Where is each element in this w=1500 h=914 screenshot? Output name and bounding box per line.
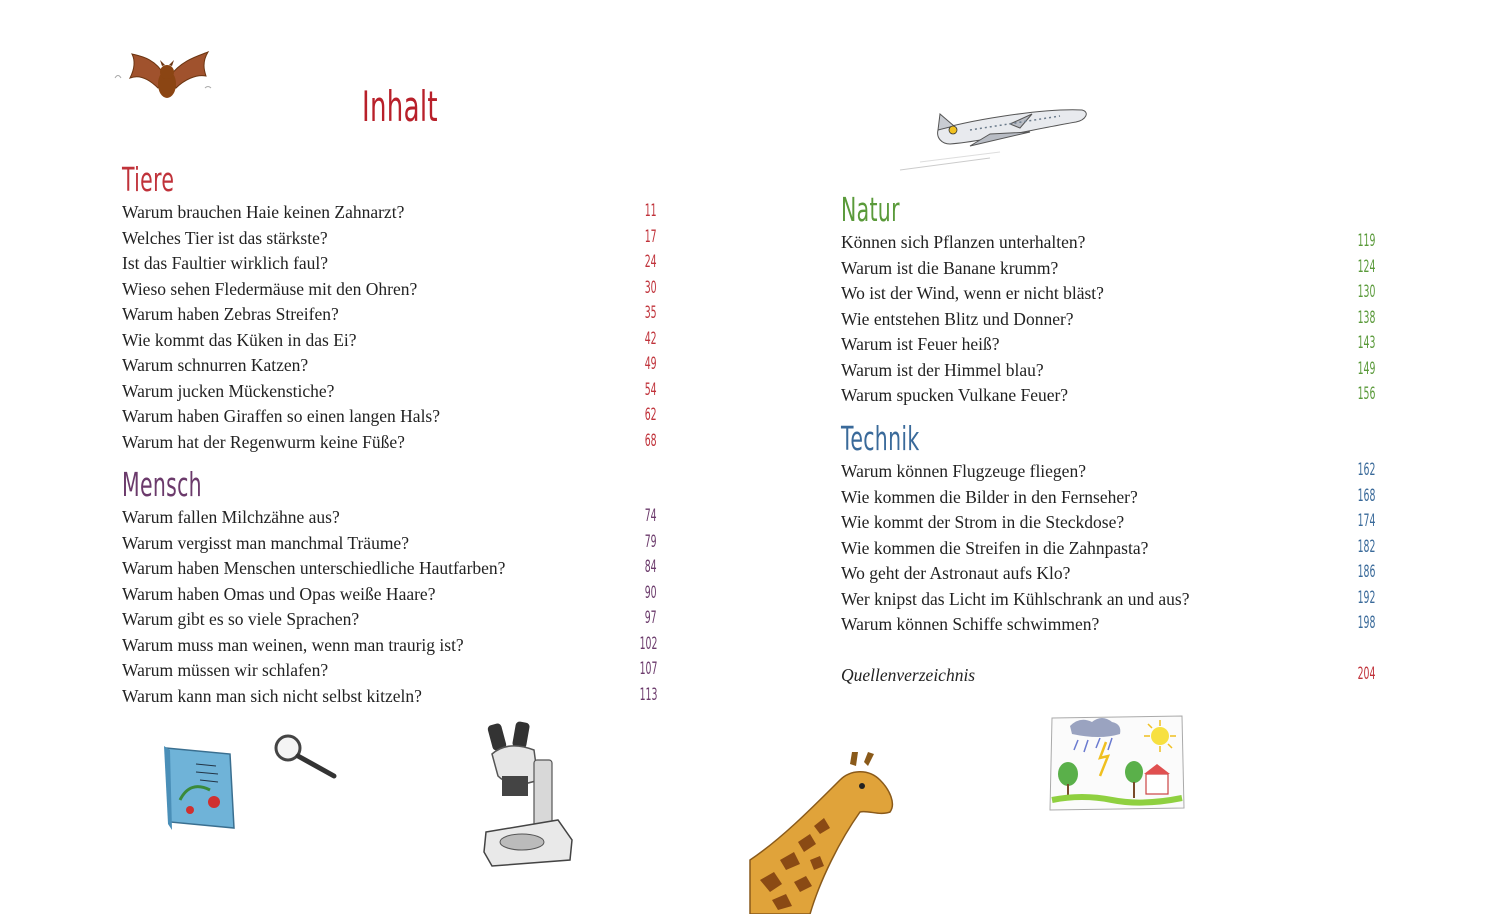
toc-entry[interactable] [122,379,657,405]
section-heading-tiere: Tiere [122,160,175,199]
page-number: 102 [639,633,657,654]
entry-title: Warum ist die Banane krumm? [841,257,1059,278]
entry-title: Wie kommt der Strom in die Steckdose? [841,512,1125,532]
child-drawing-icon [1048,714,1188,812]
page-number: 84 [645,557,657,577]
microscope-icon [478,720,578,870]
toc-list-natur [841,230,1375,409]
entry-title: Warum jucken Mückenstiche? [122,380,335,401]
entry-title: Wie kommt das Küken in das Ei? [122,329,357,350]
entry-title: Quellenverzeichnis [841,665,976,685]
page-number: 54 [645,379,657,400]
toc-entry[interactable] [841,332,1375,358]
page-number: 198 [1357,613,1375,633]
entry-title: Warum ist der Himmel blau? [841,359,1044,380]
entry-title: Warum haben Zebras Streifen? [122,304,339,324]
toc-entry[interactable] [841,510,1375,536]
toc-entry[interactable] [122,658,657,684]
toc-entry[interactable] [841,358,1375,384]
page-number: 138 [1357,307,1375,328]
toc-entry[interactable] [841,459,1375,485]
toc-entry[interactable] [841,587,1375,613]
entry-title: Warum können Schiffe schwimmen? [841,614,1100,634]
entry-title: Warum fallen Milchzähne aus? [122,507,340,527]
page-number: 90 [645,582,657,603]
page-number: 35 [645,303,657,323]
entry-title: Ist das Faultier wirklich faul? [122,253,329,273]
entry-title: Warum hat der Regenwurm keine Füße? [122,431,405,452]
toc-entry[interactable] [122,328,657,354]
page-number: 68 [645,430,657,451]
page-number: 74 [645,506,657,526]
toc-entry[interactable] [122,404,657,430]
page-number: 11 [645,201,657,221]
entry-title: Warum gibt es so viele Sprachen? [122,609,360,629]
page-number: 204 [1357,664,1375,684]
toc-entry[interactable] [122,607,657,633]
toc-list-mensch [122,505,657,709]
entry-title: Wo geht der Astronaut aufs Klo? [841,563,1071,583]
page-number: 30 [645,277,657,298]
toc-list-technik [841,459,1375,638]
entry-title: Warum haben Omas und Opas weiße Haare? [122,583,436,604]
toc-entry[interactable] [122,277,657,303]
toc-entry[interactable] [122,684,657,710]
entry-title: Warum können Flugzeuge fliegen? [841,461,1086,481]
book-icon [160,740,240,835]
toc-entry[interactable] [122,251,657,277]
airplane-icon [860,100,1090,175]
entry-title: Wer knipst das Licht im Kühlschrank an und aus? [841,588,1190,609]
toc-entry[interactable] [122,633,657,659]
section-heading-mensch: Mensch [122,465,202,504]
toc-entry[interactable] [122,226,657,252]
page-number: 174 [1357,511,1375,531]
page-number: 97 [645,608,657,628]
entry-title: Warum vergisst man manchmal Träume? [122,532,409,553]
toc-entry-quellen[interactable] [841,663,1375,689]
toc-entry[interactable] [841,230,1375,256]
toc-list-tiere [122,200,657,455]
page-number: 79 [645,531,657,552]
section-heading-natur: Natur [841,190,900,229]
page-number: 192 [1357,587,1375,608]
page-number: 162 [1357,460,1375,480]
page-number: 62 [645,405,657,425]
toc-entry[interactable] [122,582,657,608]
toc-list-quellen [841,663,1375,689]
bat-icon [110,48,215,108]
entry-title: Wieso sehen Fledermäuse mit den Ohren? [122,278,418,299]
entry-title: Welches Tier ist das stärkste? [122,227,328,248]
page-number: 17 [645,226,657,247]
toc-entry[interactable] [841,281,1375,307]
entry-title: Wie kommen die Streifen in die Zahnpasta? [841,537,1149,558]
toc-entry[interactable] [841,536,1375,562]
entry-title: Warum kann man sich nicht selbst kitzeln? [122,685,422,706]
entry-title: Warum spucken Vulkane Feuer? [841,385,1069,405]
toc-entry[interactable] [122,430,657,456]
toc-entry[interactable] [841,561,1375,587]
entry-title: Warum brauchen Haie keinen Zahnarzt? [122,202,405,222]
entry-title: Können sich Pflanzen unterhalten? [841,232,1086,252]
page-number: 186 [1357,562,1375,582]
entry-title: Wie kommen die Bilder in den Fernseher? [841,486,1138,507]
toc-entry[interactable] [122,302,657,328]
giraffe-icon [750,750,900,914]
page-number: 124 [1357,256,1375,277]
magnifier-icon [272,732,342,782]
toc-entry[interactable] [841,485,1375,511]
page-number: 113 [639,684,657,705]
toc-entry[interactable] [122,531,657,557]
page-number: 49 [645,354,657,374]
toc-entry[interactable] [122,353,657,379]
entry-title: Warum haben Giraffen so einen langen Hals? [122,406,441,426]
toc-entry[interactable] [841,256,1375,282]
toc-entry[interactable] [841,383,1375,409]
page-number: 149 [1357,358,1375,379]
section-heading-technik: Technik [841,419,920,458]
toc-entry[interactable] [122,200,657,226]
toc-entry[interactable] [122,505,657,531]
page-number: 156 [1357,384,1375,404]
entry-title: Warum müssen wir schlafen? [122,660,329,680]
page-number: 143 [1357,333,1375,353]
entry-title: Warum schnurren Katzen? [122,355,309,375]
page-number: 130 [1357,282,1375,302]
entry-title: Wo ist der Wind, wenn er nicht bläst? [841,283,1104,303]
entry-title: Warum haben Menschen unterschiedliche Hautfarben? [122,558,506,578]
page-number: 107 [639,659,657,679]
page-number: 168 [1357,485,1375,506]
entry-title: Warum muss man weinen, wenn man traurig ist? [122,634,464,655]
entry-title: Warum ist Feuer heiß? [841,334,1000,354]
page-number: 42 [645,328,657,349]
page-title: Inhalt [362,82,438,131]
page-number: 182 [1357,536,1375,557]
page-number: 24 [645,252,657,272]
toc-entry[interactable] [841,612,1375,638]
toc-entry[interactable] [122,556,657,582]
entry-title: Wie entstehen Blitz und Donner? [841,308,1074,329]
toc-entry[interactable] [841,307,1375,333]
page-number: 119 [1357,231,1375,251]
